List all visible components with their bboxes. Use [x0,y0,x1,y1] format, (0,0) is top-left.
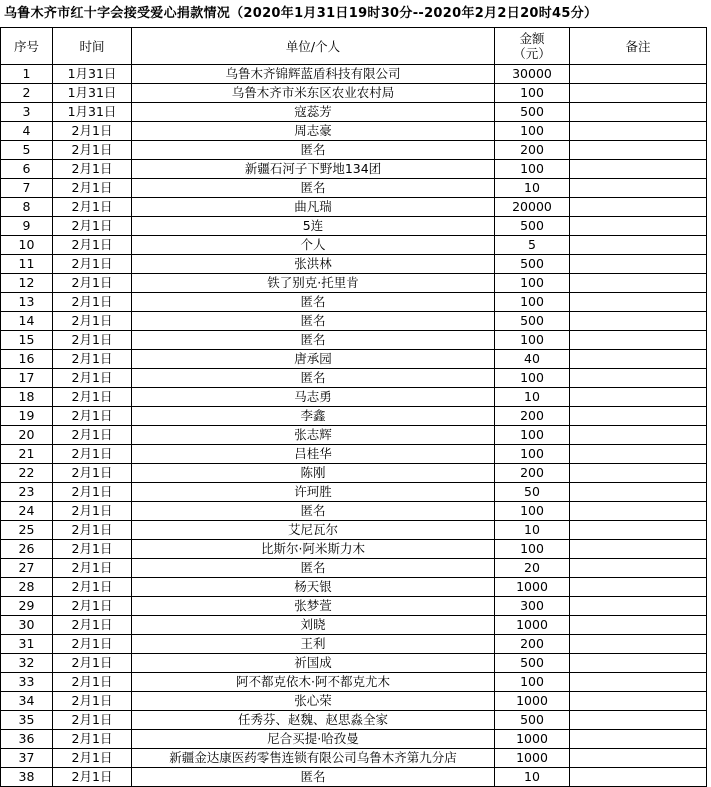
cell-time: 2月1日 [53,179,132,198]
cell-time: 2月1日 [53,407,132,426]
cell-no: 24 [1,502,53,521]
cell-note [570,578,707,597]
table-row [1,331,707,350]
table-row [1,578,707,597]
cell-no: 28 [1,578,53,597]
cell-note [570,236,707,255]
donation-table [0,27,707,787]
cell-note [570,217,707,236]
cell-unit: 唐承园 [132,350,495,369]
cell-note [570,730,707,749]
table-row [1,160,707,179]
cell-no: 33 [1,673,53,692]
cell-note [570,616,707,635]
cell-unit: 铁了别克·托里肯 [132,274,495,293]
cell-no: 2 [1,84,53,103]
cell-unit: 匿名 [132,559,495,578]
cell-unit: 李鑫 [132,407,495,426]
cell-no: 25 [1,521,53,540]
cell-amount: 100 [495,293,570,312]
table-row [1,521,707,540]
cell-amount: 100 [495,84,570,103]
cell-no: 10 [1,236,53,255]
cell-no: 34 [1,692,53,711]
cell-amount: 200 [495,635,570,654]
cell-unit: 祈国成 [132,654,495,673]
cell-unit: 周志豪 [132,122,495,141]
cell-amount: 500 [495,217,570,236]
cell-amount: 500 [495,312,570,331]
table-header-row [1,28,707,65]
cell-unit: 匿名 [132,369,495,388]
cell-amount: 10 [495,768,570,787]
cell-amount: 50 [495,483,570,502]
cell-time: 2月1日 [53,388,132,407]
cell-no: 29 [1,597,53,616]
cell-unit: 杨天银 [132,578,495,597]
cell-amount: 10 [495,521,570,540]
cell-note [570,445,707,464]
cell-amount: 20000 [495,198,570,217]
table-row [1,730,707,749]
table-row [1,198,707,217]
table-row [1,236,707,255]
cell-time: 1月31日 [53,65,132,84]
cell-no: 16 [1,350,53,369]
cell-amount: 1000 [495,730,570,749]
cell-note [570,540,707,559]
cell-no: 11 [1,255,53,274]
cell-no: 27 [1,559,53,578]
cell-time: 2月1日 [53,540,132,559]
cell-time: 2月1日 [53,654,132,673]
cell-time: 2月1日 [53,616,132,635]
table-row [1,768,707,787]
cell-note [570,483,707,502]
cell-unit: 寇蕊芳 [132,103,495,122]
cell-no: 1 [1,65,53,84]
cell-time: 2月1日 [53,483,132,502]
cell-note [570,635,707,654]
cell-time: 2月1日 [53,293,132,312]
table-row [1,426,707,445]
cell-time: 2月1日 [53,730,132,749]
cell-unit: 匿名 [132,179,495,198]
cell-amount: 100 [495,673,570,692]
cell-no: 31 [1,635,53,654]
table-row [1,388,707,407]
cell-amount: 1000 [495,749,570,768]
cell-note [570,331,707,350]
cell-note [570,312,707,331]
cell-no: 19 [1,407,53,426]
cell-unit: 匿名 [132,502,495,521]
cell-unit: 王利 [132,635,495,654]
cell-amount: 1000 [495,692,570,711]
cell-time: 2月1日 [53,464,132,483]
table-row [1,654,707,673]
cell-time: 1月31日 [53,103,132,122]
table-row [1,635,707,654]
cell-unit: 阿不都克依木·阿不都克尤木 [132,673,495,692]
cell-amount: 5 [495,236,570,255]
cell-amount: 100 [495,274,570,293]
cell-amount: 500 [495,711,570,730]
header-amount-line2: （元） [513,46,551,61]
cell-unit: 张志辉 [132,426,495,445]
cell-amount: 100 [495,445,570,464]
table-row [1,350,707,369]
cell-time: 2月1日 [53,236,132,255]
cell-time: 2月1日 [53,312,132,331]
cell-amount: 200 [495,464,570,483]
cell-time: 1月31日 [53,84,132,103]
cell-time: 2月1日 [53,559,132,578]
cell-amount: 40 [495,350,570,369]
cell-time: 2月1日 [53,160,132,179]
cell-note [570,502,707,521]
cell-no: 14 [1,312,53,331]
table-row [1,103,707,122]
cell-unit: 匿名 [132,141,495,160]
cell-no: 7 [1,179,53,198]
cell-no: 6 [1,160,53,179]
cell-note [570,65,707,84]
cell-note [570,407,707,426]
header-unit: 单位/个人 [132,28,495,65]
table-row [1,483,707,502]
cell-note [570,673,707,692]
cell-note [570,464,707,483]
cell-note [570,654,707,673]
cell-unit: 陈刚 [132,464,495,483]
cell-amount: 500 [495,255,570,274]
cell-no: 5 [1,141,53,160]
cell-amount: 1000 [495,616,570,635]
table-row [1,559,707,578]
cell-time: 2月1日 [53,122,132,141]
cell-unit: 新疆石河子下野地134团 [132,160,495,179]
cell-unit: 张心荣 [132,692,495,711]
table-row [1,141,707,160]
cell-time: 2月1日 [53,445,132,464]
cell-unit: 马志勇 [132,388,495,407]
cell-unit: 任秀芬、赵魏、赵思淼全家 [132,711,495,730]
header-no: 序号 [1,28,53,65]
cell-note [570,274,707,293]
cell-no: 37 [1,749,53,768]
cell-no: 30 [1,616,53,635]
table-row [1,711,707,730]
cell-no: 26 [1,540,53,559]
table-row [1,540,707,559]
cell-time: 2月1日 [53,521,132,540]
cell-note [570,711,707,730]
table-row [1,274,707,293]
cell-amount: 30000 [495,65,570,84]
cell-note [570,692,707,711]
cell-amount: 100 [495,160,570,179]
cell-time: 2月1日 [53,274,132,293]
cell-time: 2月1日 [53,198,132,217]
cell-unit: 尼合买提·哈孜曼 [132,730,495,749]
cell-amount: 100 [495,331,570,350]
cell-note [570,559,707,578]
cell-note [570,141,707,160]
cell-unit: 张洪林 [132,255,495,274]
cell-unit: 刘晓 [132,616,495,635]
cell-no: 8 [1,198,53,217]
table-row [1,312,707,331]
cell-time: 2月1日 [53,597,132,616]
cell-note [570,749,707,768]
cell-time: 2月1日 [53,749,132,768]
table-row [1,369,707,388]
table-row [1,597,707,616]
cell-time: 2月1日 [53,217,132,236]
table-row [1,407,707,426]
cell-amount: 100 [495,122,570,141]
cell-no: 12 [1,274,53,293]
table-row [1,122,707,141]
table-row [1,749,707,768]
cell-no: 23 [1,483,53,502]
table-row [1,65,707,84]
cell-no: 35 [1,711,53,730]
cell-time: 2月1日 [53,426,132,445]
cell-note [570,122,707,141]
table-row [1,692,707,711]
cell-no: 15 [1,331,53,350]
cell-note [570,198,707,217]
cell-amount: 200 [495,407,570,426]
cell-time: 2月1日 [53,711,132,730]
cell-note [570,597,707,616]
cell-unit: 张梦萱 [132,597,495,616]
cell-no: 4 [1,122,53,141]
cell-time: 2月1日 [53,255,132,274]
cell-unit: 许珂胜 [132,483,495,502]
cell-unit: 新疆金达康医药零售连锁有限公司乌鲁木齐第九分店 [132,749,495,768]
cell-amount: 100 [495,369,570,388]
cell-time: 2月1日 [53,350,132,369]
cell-amount: 20 [495,559,570,578]
cell-no: 20 [1,426,53,445]
header-amount [495,28,570,65]
header-time: 时间 [53,28,132,65]
cell-unit: 吕桂华 [132,445,495,464]
cell-unit: 比斯尔·阿米斯力木 [132,540,495,559]
cell-amount: 1000 [495,578,570,597]
cell-unit: 匿名 [132,293,495,312]
cell-unit: 曲凡瑞 [132,198,495,217]
cell-note [570,388,707,407]
cell-no: 21 [1,445,53,464]
cell-unit: 艾尼瓦尔 [132,521,495,540]
table-row [1,673,707,692]
cell-note [570,369,707,388]
cell-note [570,179,707,198]
cell-no: 36 [1,730,53,749]
cell-unit: 乌鲁木齐锦辉蓝盾科技有限公司 [132,65,495,84]
cell-note [570,84,707,103]
cell-time: 2月1日 [53,692,132,711]
cell-time: 2月1日 [53,673,132,692]
page-title: 乌鲁木齐市红十字会接受爱心捐款情况（2020年1月31日19时30分--2020年2月2日20时45分） [4,6,598,21]
table-row [1,464,707,483]
cell-amount: 200 [495,141,570,160]
cell-no: 3 [1,103,53,122]
cell-unit: 匿名 [132,331,495,350]
cell-note [570,768,707,787]
cell-unit: 乌鲁木齐市米东区农业农村局 [132,84,495,103]
cell-amount: 10 [495,388,570,407]
table-row [1,179,707,198]
table-row [1,217,707,236]
cell-time: 2月1日 [53,331,132,350]
header-note: 备注 [570,28,707,65]
cell-no: 13 [1,293,53,312]
cell-time: 2月1日 [53,578,132,597]
cell-note [570,293,707,312]
cell-note [570,426,707,445]
cell-unit: 个人 [132,236,495,255]
cell-no: 32 [1,654,53,673]
cell-amount: 100 [495,502,570,521]
cell-no: 17 [1,369,53,388]
cell-note [570,350,707,369]
cell-unit: 5连 [132,217,495,236]
cell-time: 2月1日 [53,141,132,160]
cell-no: 9 [1,217,53,236]
cell-time: 2月1日 [53,369,132,388]
cell-amount: 300 [495,597,570,616]
cell-note [570,521,707,540]
table-row [1,502,707,521]
table-row [1,84,707,103]
cell-unit: 匿名 [132,768,495,787]
cell-time: 2月1日 [53,635,132,654]
table-row [1,255,707,274]
cell-note [570,255,707,274]
table-row [1,616,707,635]
cell-amount: 500 [495,654,570,673]
table-row [1,445,707,464]
cell-note [570,103,707,122]
header-amount-line1: 金额 [519,31,545,46]
cell-amount: 100 [495,426,570,445]
cell-no: 18 [1,388,53,407]
cell-note [570,160,707,179]
cell-amount: 100 [495,540,570,559]
cell-amount: 500 [495,103,570,122]
cell-no: 22 [1,464,53,483]
table-row [1,293,707,312]
cell-no: 38 [1,768,53,787]
cell-amount: 10 [495,179,570,198]
cell-unit: 匿名 [132,312,495,331]
cell-time: 2月1日 [53,502,132,521]
cell-time: 2月1日 [53,768,132,787]
